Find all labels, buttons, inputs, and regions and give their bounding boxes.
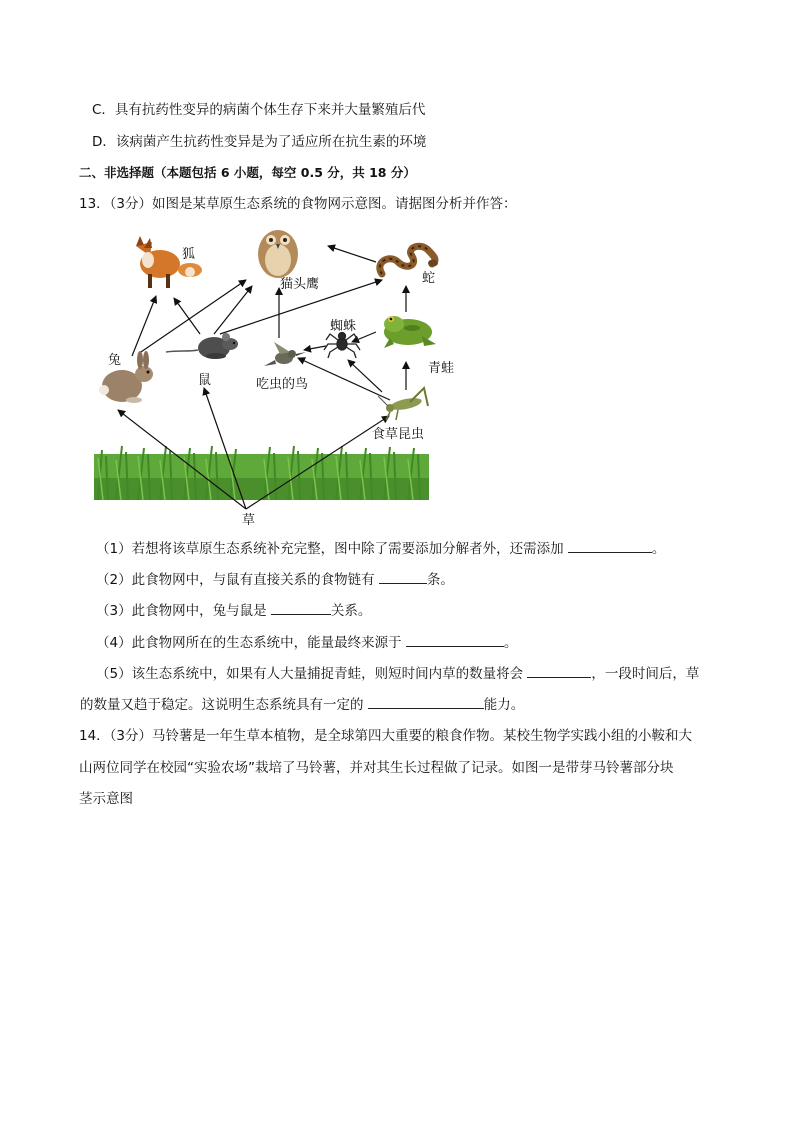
- label-rabbit: 兔: [108, 353, 122, 368]
- answer-blank-6[interactable]: [368, 695, 484, 709]
- answer-blank-3[interactable]: [271, 601, 331, 615]
- q13-sub5-line2-end: 能力。: [483, 697, 525, 713]
- q13-sub5: [96, 664, 699, 683]
- snake-image: [380, 246, 438, 274]
- label-snake: 蛇: [422, 271, 436, 286]
- q13-sub3-text: （3）此食物网中，兔与鼠是: [96, 603, 267, 619]
- question-14-line1: 14．（3分）马铃薯是一年生草本植物，是全球第四大重要的粮食作物。某校生物学实践小组的小鞍和大: [79, 728, 693, 744]
- answer-blank-2[interactable]: [379, 570, 427, 584]
- option-d: D．该病菌产生抗药性变异是为了适应所在抗生素的环境: [92, 134, 427, 150]
- q13-sub3: [96, 601, 371, 620]
- bird-image: [264, 342, 306, 366]
- q13-sub5-line2-text: 的数量又趋于稳定。这说明生态系统具有一定的: [80, 697, 364, 713]
- arrow-insect-bird: [298, 358, 390, 400]
- answer-blank-4[interactable]: [406, 633, 504, 647]
- q13-sub4-text: （4）此食物网所在的生态系统中，能量最终来源于: [96, 635, 402, 651]
- section-title: 二、非选择题（本题包括 6 小题，每空 0.5 分，共 18 分）: [79, 165, 416, 180]
- q13-sub4-end: 。: [503, 635, 518, 651]
- arrow-mouse-fox: [174, 298, 200, 334]
- label-frog: 青蛙: [428, 361, 455, 376]
- q13-sub2-end: 条。: [426, 572, 454, 588]
- arrow-rabbit-fox: [132, 296, 156, 356]
- label-spider: 蜘蛛: [330, 319, 357, 334]
- q13-sub4: [96, 633, 517, 652]
- mouse-image: [166, 333, 238, 359]
- option-c: C．具有抗药性变异的病菌个体生存下来并大量繁殖后代: [92, 102, 426, 118]
- arrow-spider-bird: [304, 346, 326, 350]
- question-13-stem: 13．（3分）如图是某草原生态系统的食物网示意图。请据图分析并作答：: [79, 196, 517, 212]
- q13-sub5-line2: [80, 695, 524, 714]
- answer-blank-5[interactable]: [527, 664, 591, 678]
- grass-image: [94, 446, 429, 500]
- arrow-mouse-owl: [214, 286, 252, 334]
- q13-sub5-text: （5）该生态系统中，如果有人大量捕捉青蛙，则短时间内草的数量将会: [96, 666, 524, 682]
- q13-sub2-text: （2）此食物网中，与鼠有直接关系的食物链有: [96, 572, 375, 588]
- frog-image: [384, 316, 436, 348]
- q13-sub1-text: （1）若想将该草原生态系统补充完整，图中除了需要添加分解者外，还需添加: [96, 541, 564, 557]
- label-mouse: 鼠: [198, 373, 212, 388]
- label-fox: 狐: [182, 247, 196, 262]
- q13-sub1: [96, 539, 665, 558]
- food-web-diagram: [94, 226, 455, 528]
- answer-blank-1[interactable]: [568, 539, 652, 553]
- q13-sub3-end: 关系。: [330, 603, 372, 619]
- label-owl: 猫头鹰: [280, 277, 320, 292]
- q13-sub1-end: 。: [651, 541, 666, 557]
- label-insect: 食草昆虫: [372, 427, 425, 442]
- arrow-snake-owl: [328, 246, 376, 262]
- q13-sub5-mid: ，一段时间后，草: [591, 666, 700, 682]
- arrow-insect-spider: [348, 360, 382, 392]
- fox-image: [136, 236, 202, 288]
- question-14-line2: 山两位同学在校园“实验农场”栽培了马铃薯，并对其生长过程做了记录。如图一是带芽马铃薯部分块: [79, 760, 674, 776]
- spider-image: [324, 333, 360, 359]
- owl-image: [258, 230, 298, 278]
- label-grass: 草: [242, 513, 256, 528]
- grasshopper-image: [378, 388, 428, 420]
- q13-sub2: [96, 570, 454, 589]
- question-14-line3: 茎示意图: [79, 791, 133, 807]
- label-bird: 吃虫的鸟: [256, 377, 309, 392]
